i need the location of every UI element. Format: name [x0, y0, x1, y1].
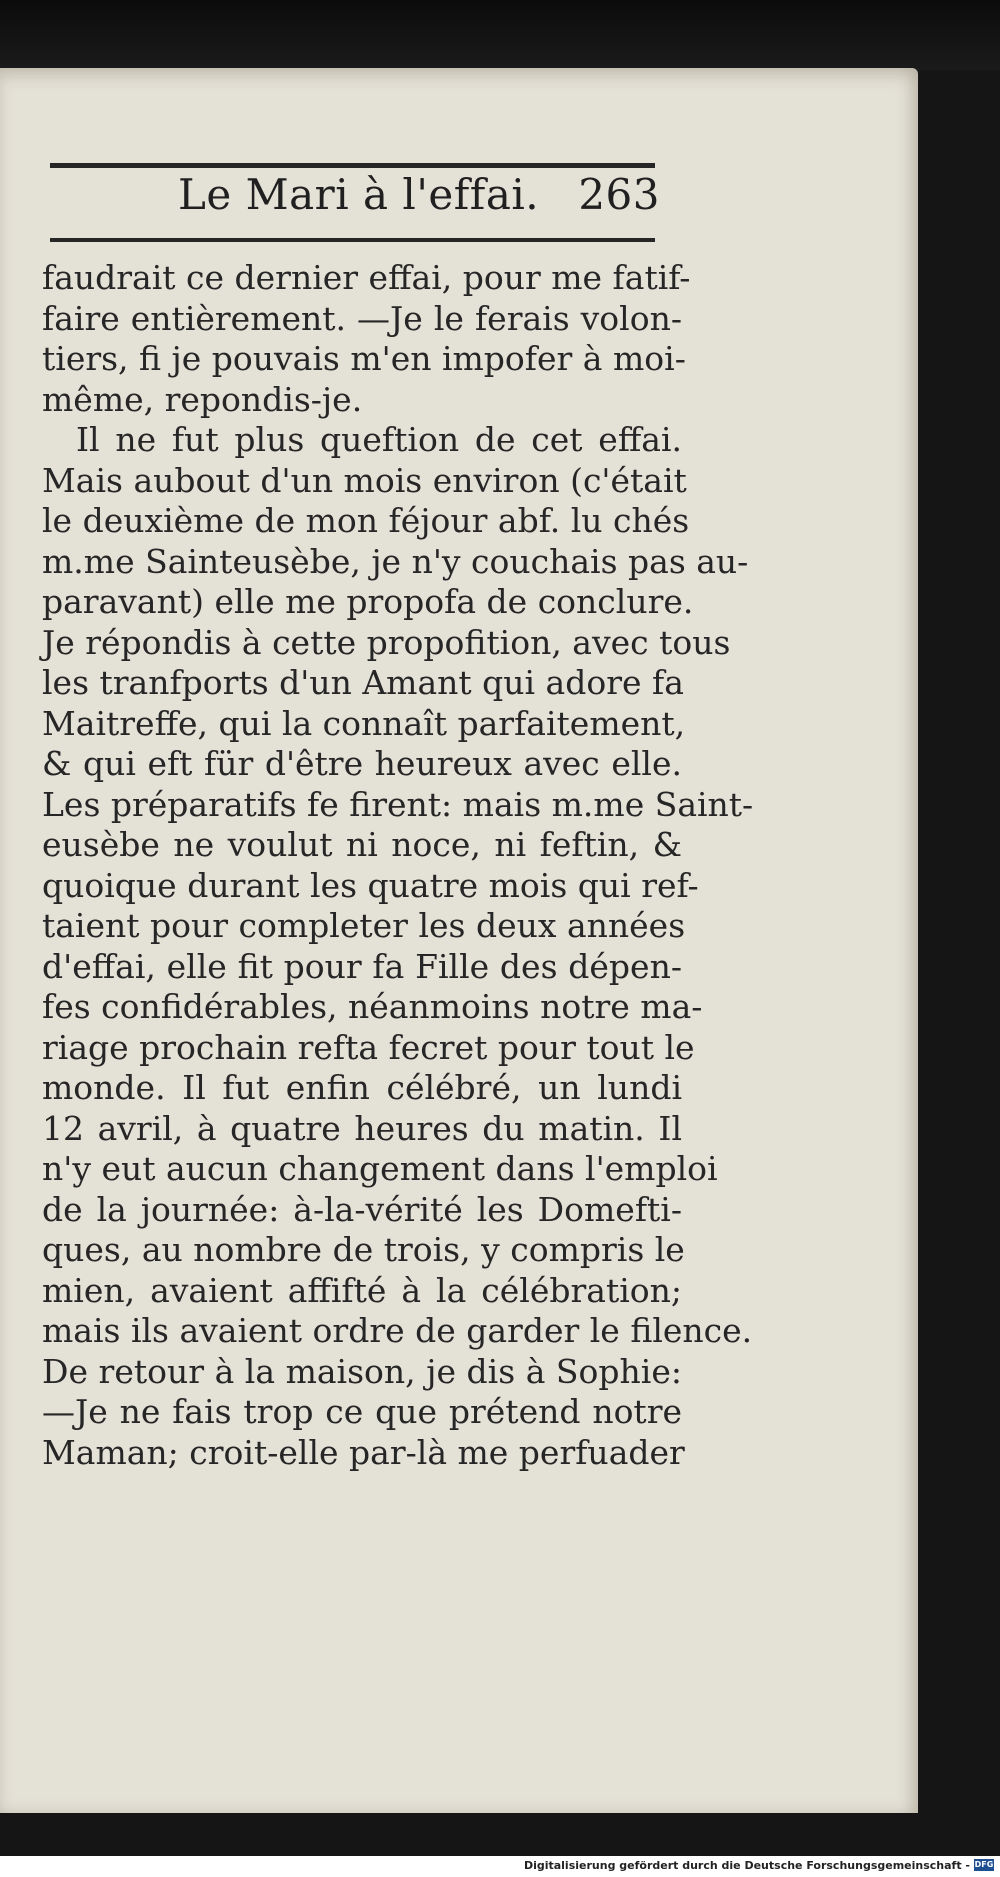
- text-line: les tranfports d'un Amant qui adore fa: [42, 663, 684, 702]
- digitization-footer: [0, 1856, 1000, 1877]
- text-line: m.me Sainteusèbe, je n'y couchais pas au-: [42, 541, 749, 581]
- text-line: riage prochain refta fecret pour tout le: [42, 1027, 695, 1067]
- text-line: De retour à la maison, je dis à Sophie:: [42, 1351, 682, 1391]
- text-line: le deuxième de mon féjour abf. lu chés: [42, 501, 690, 540]
- header-rule-bottom: [50, 238, 655, 242]
- header-rule-top: [50, 163, 655, 168]
- dfg-logo: DFG: [974, 1860, 994, 1869]
- text-line: Mais aubout d'un mois environ (c'était: [42, 460, 687, 500]
- text-line: & qui eft für d'être heureux avec elle.: [42, 744, 682, 783]
- text-line: Il ne fut plus queftion de cet effai.: [76, 420, 682, 459]
- page-number: 263: [578, 170, 660, 219]
- text-line: paravant) elle me propofa de conclure.: [42, 582, 694, 621]
- text-line: 12 avril, à quatre heures du matin. Il: [42, 1108, 682, 1148]
- text-line: même, repondis-je.: [42, 379, 363, 419]
- text-line: de la journée: à-la-vérité les Domefti-: [42, 1189, 682, 1229]
- scan-background: [0, 0, 1000, 70]
- text-line: Maman; croit-elle par-là me perfuader: [42, 1432, 685, 1472]
- running-title: Le Mari à l'effai.: [178, 170, 540, 219]
- text-line: mais ils avaient ordre de garder le filence.: [42, 1311, 753, 1350]
- text-line: Maitreffe, qui la connaît parfaitement,: [42, 703, 686, 743]
- footer-credit: Digitalisierung gefördert durch die Deutsche Forschungsgemeinschaft -: [523, 1859, 970, 1872]
- text-line: n'y eut aucun changement dans l'emploi: [42, 1149, 718, 1188]
- text-line: eusèbe ne voulut ni noce, ni feftin, &: [42, 825, 682, 864]
- text-line: mien, avaient affifté à la célébration;: [42, 1270, 682, 1310]
- text-line: —Je ne fais trop ce que prétend notre: [42, 1392, 682, 1431]
- text-line: fes confidérables, néanmoins notre ma-: [42, 987, 703, 1026]
- text-line: faudrait ce dernier effai, pour me fatif-: [42, 258, 691, 297]
- text-line: faire entièrement. —Je le ferais volon-: [42, 298, 682, 338]
- text-line: quoique durant les quatre mois qui ref-: [42, 865, 699, 905]
- text-line: tiers, fi je pouvais m'en impofer à moi-: [42, 339, 686, 378]
- text-line: taient pour completer les deux années: [42, 906, 686, 945]
- body-text: [42, 258, 754, 1473]
- text-line: ques, au nombre de trois, y compris le: [42, 1230, 685, 1269]
- text-line: d'effai, elle fit pour fa Fille des dépen-: [42, 946, 682, 986]
- running-head: [50, 170, 660, 230]
- text-line: Les préparatifs fe firent: mais m.me Saint-: [42, 784, 754, 824]
- text-line: Je répondis à cette propofition, avec tous: [42, 622, 731, 662]
- text-line: monde. Il fut enfin célébré, un lundi: [42, 1068, 682, 1107]
